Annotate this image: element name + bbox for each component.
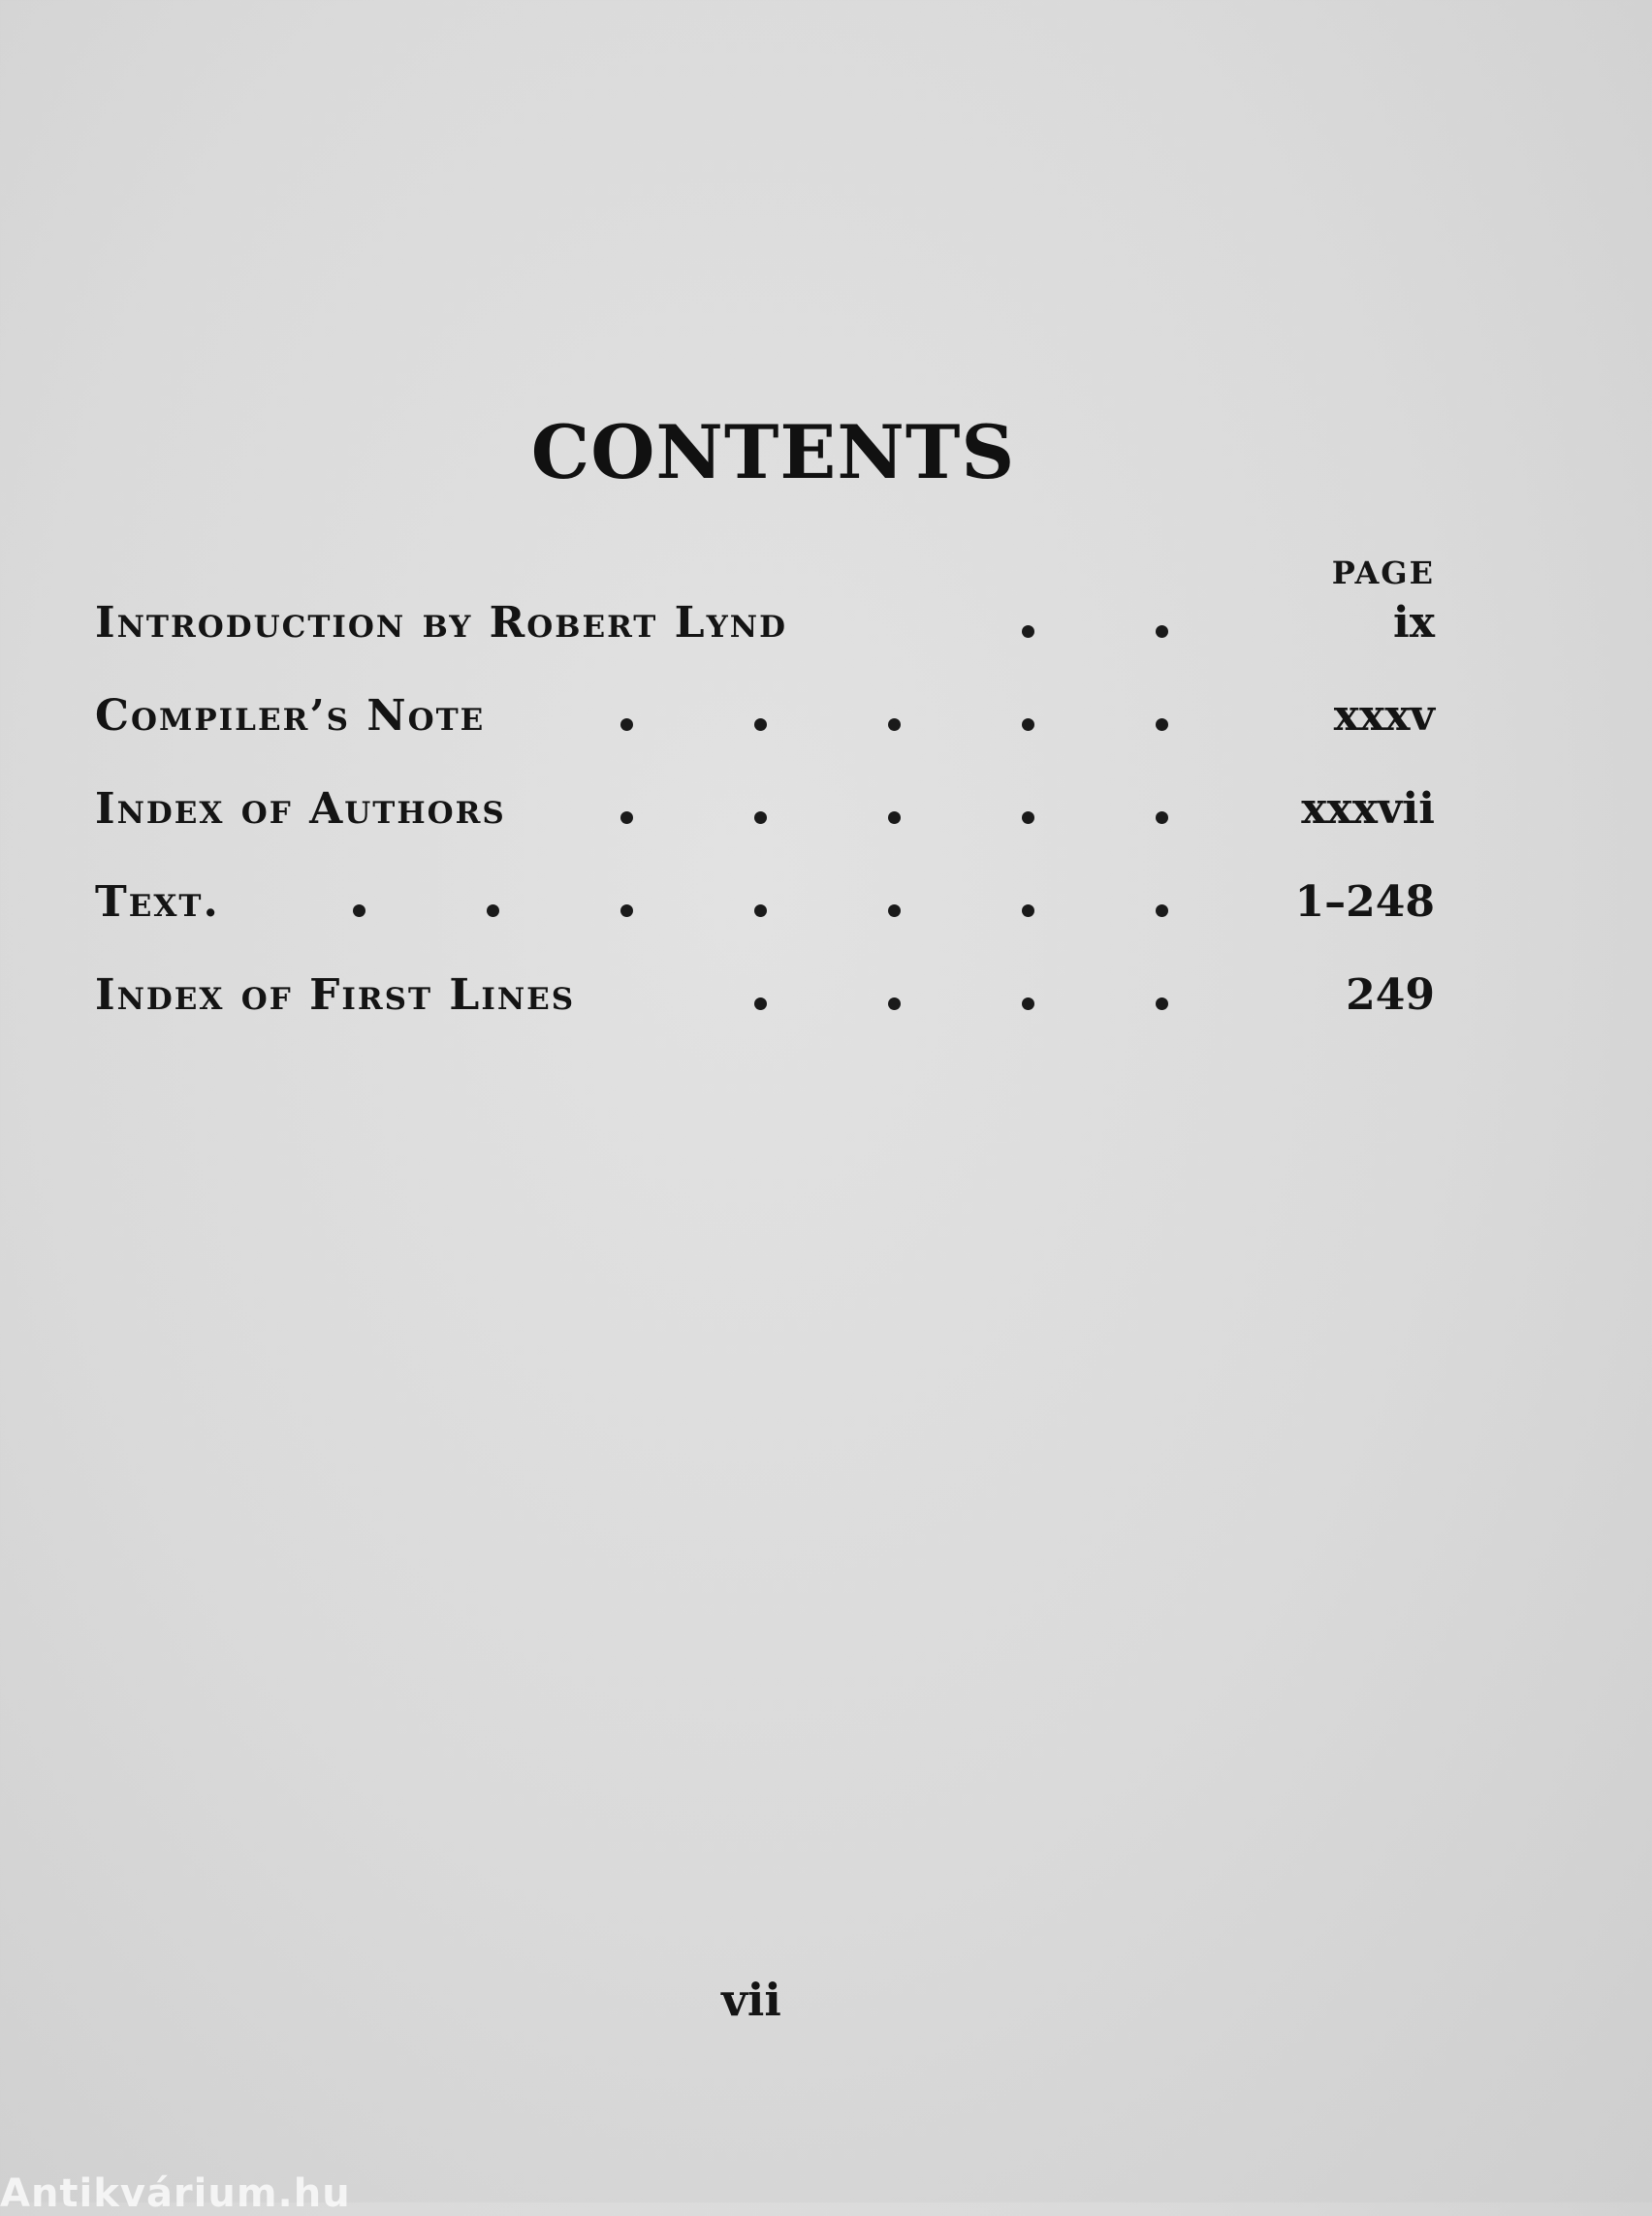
toc-entry-label: Text. (95, 877, 220, 927)
leader-dot (888, 997, 901, 1010)
leader-dot (1156, 625, 1168, 638)
leader-dot (1022, 997, 1034, 1010)
leader-dot (754, 811, 767, 824)
watermark: Antikvárium.hu (0, 2171, 351, 2216)
leader-dot (620, 718, 633, 731)
leader-dot (1022, 811, 1034, 824)
leader-dot (754, 904, 767, 917)
toc-row (95, 869, 1435, 927)
toc-entry-label: Index of First Lines (95, 970, 576, 1020)
toc-entry-page: 1–248 (1294, 877, 1435, 927)
toc-entry-page: ix (1393, 598, 1435, 648)
toc-entry-page: 249 (1346, 970, 1435, 1020)
toc-entry-page: xxxv (1333, 691, 1435, 741)
leader-dot (754, 997, 767, 1010)
leader-dot (888, 811, 901, 824)
page-number: vii (721, 1974, 781, 2026)
page-column-header: PAGE (1331, 554, 1435, 591)
leader-dot (620, 904, 633, 917)
leader-dot (1156, 997, 1168, 1010)
toc-row (95, 589, 1435, 648)
leader-dot (888, 904, 901, 917)
toc-entry-page: xxxvii (1301, 784, 1435, 834)
leader-dot (888, 718, 901, 731)
leader-dot (754, 718, 767, 731)
page-title: CONTENTS (530, 409, 1016, 495)
toc-entry-label: Compiler’s Note (95, 691, 486, 741)
toc-row (95, 776, 1435, 834)
toc-row (95, 682, 1435, 741)
leader-dot (620, 811, 633, 824)
toc-entry-label: Introduction by Robert Lynd (95, 598, 787, 648)
toc-row (95, 962, 1435, 1020)
leader-dot (1022, 718, 1034, 731)
toc-entry-label: Index of Authors (95, 784, 506, 834)
leader-dot (487, 904, 499, 917)
leader-dot (1022, 625, 1034, 638)
leader-dot (1156, 718, 1168, 731)
leader-dot (1022, 904, 1034, 917)
leader-dot (1156, 811, 1168, 824)
leader-dot (1156, 904, 1168, 917)
leader-dot (353, 904, 365, 917)
